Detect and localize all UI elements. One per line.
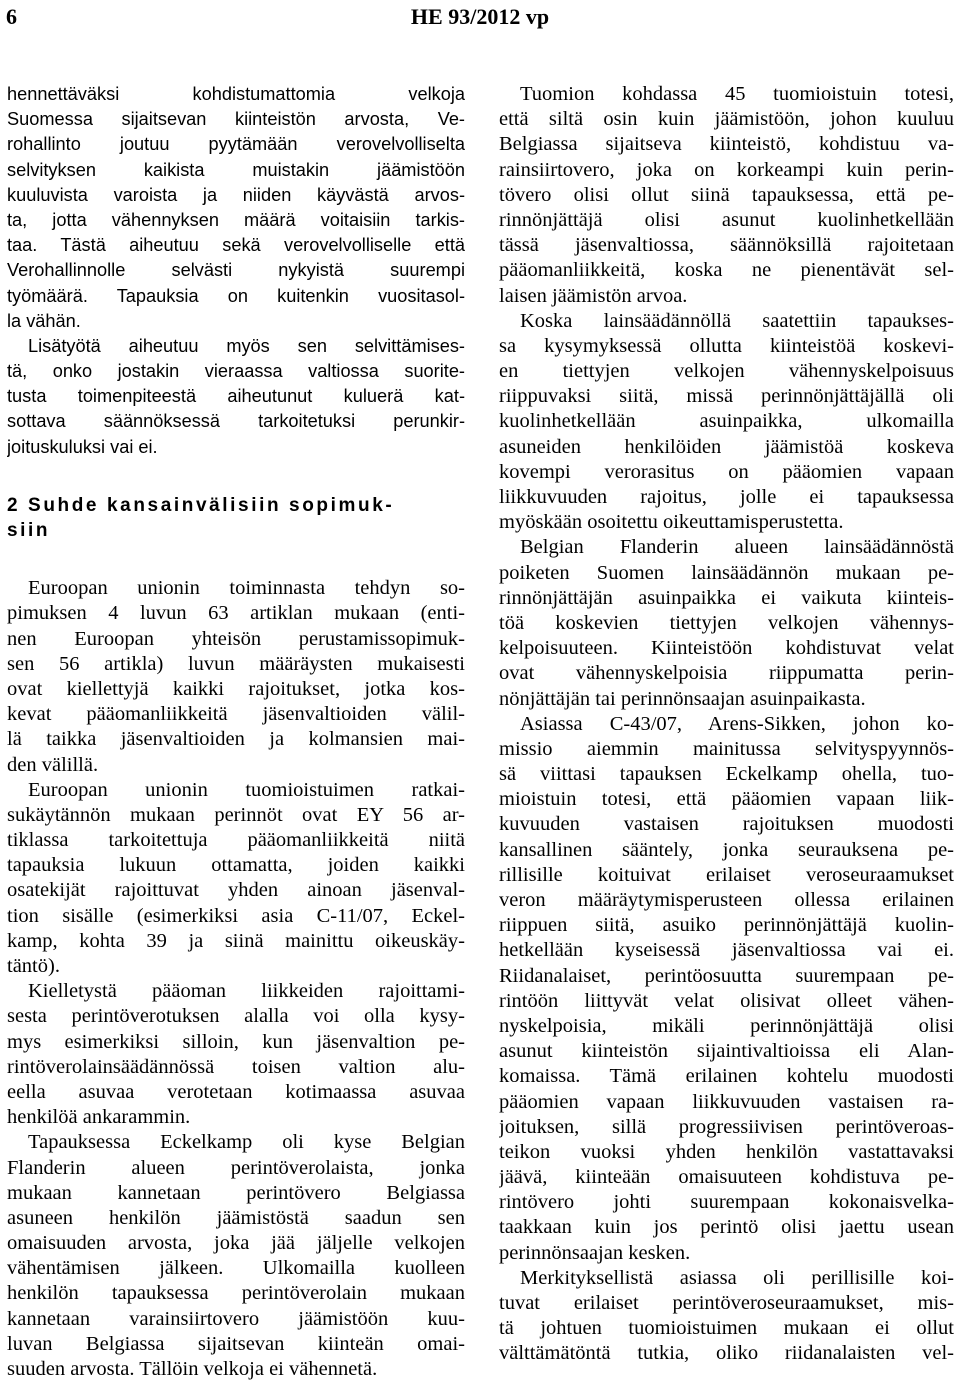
text-line: sesta perintöverotuksen alalla voi olla kysy- [7, 1005, 465, 1028]
text-line: hennettäväksi kohdistumattomia velkoja [7, 84, 465, 104]
text-line: kevat pääomanliikkeitä jäsenvaltioiden välil- [7, 703, 465, 726]
text-line: lä taikka jäsenvaltioiden ja kolmansien mai- [7, 728, 465, 751]
text-line: hetkellään kyseisessä jäsenvaltiossa vai ei. [499, 939, 954, 962]
section-heading-line: 2 Suhde kansainvälisiin sopimuk- [7, 494, 395, 516]
text-line: Tuomion kohdassa 45 tuomioistuin totesi, [520, 83, 954, 105]
text-line: luvan Belgiassa sijaitsevan kiinteän omai- [7, 1332, 465, 1355]
text-line: sukäytännön mukaan perinnöt ovat EY 56 ar- [7, 803, 465, 826]
text-line: jäävä, kiinteään omaisuuteen kohdistuva pe- [499, 1166, 954, 1189]
text-line: laisen jäämistön arvoa. [499, 284, 688, 307]
text-line: kansallinen sääntely, jonka seurauksena pe- [499, 838, 954, 861]
text-line: mys esimerkiksi silloin, kun jäsenvaltion pe- [7, 1030, 465, 1053]
text-line: Kielletystä pääoman liikkeiden rajoittami- [28, 980, 465, 1003]
text-line: rainsiirtovero, joka on korkeampi kuin perin- [499, 158, 954, 181]
text-line: asuneen henkilön jäämistöstä saadun sen [7, 1206, 465, 1229]
text-line: joituskuluksi vai ei. [7, 436, 158, 457]
text-line: rohallinto joutuu pyytämään verovelvolliselta [7, 134, 465, 155]
text-line: kuolinhetkellään asuinpaikka, ulkomailla [499, 410, 954, 433]
text-line: ovat vähennyskelpoisia riippumatta perin- [499, 662, 954, 685]
text-line: rintövero johti suurempaan kokonaisvelka- [499, 1191, 954, 1214]
text-line: vähentämisen jälkeen. Ulkomailla kuolleen [7, 1257, 465, 1280]
text-line: tion sisälle (esimerkiksi asia C-11/07, Eckel- [7, 904, 465, 927]
text-line: selvityksen kaikista muistakin jäämistöön [7, 159, 465, 180]
text-line: poiketen Suomen lainsäädännön mukaan pe- [499, 561, 954, 584]
text-line: taa. Tästä aiheutuu sekä verovelvolliselle että [7, 235, 465, 256]
text-line: riippuen siitä, asuiko perinnönjättäjä kuolin- [499, 914, 954, 937]
text-line: töä koskevien tiettyjen velkojen vähennys- [499, 611, 954, 634]
text-line: mukaan kannetaan perintövero Belgiassa [7, 1181, 465, 1204]
text-line: rillisille koituivat erilaiset veroseuraamukset [499, 863, 954, 886]
text-line: henkilöä ankarammin. [7, 1106, 191, 1129]
text-line: tusta toimenpiteestä aiheutunut kuluerä kat- [7, 386, 465, 407]
text-line: eella asuvaa verotetaan kotimaassa asuvaa [7, 1080, 465, 1103]
text-line: den välillä. [7, 753, 99, 776]
text-line: välttämätöntä tutkia, oliko riidanalaisten vel- [499, 1342, 954, 1365]
page-header [0, 0, 960, 40]
text-line: nönjättäjän tai perinnönsaajan asuinpaikasta. [499, 687, 866, 710]
text-line: kamp, kohta 39 ja siinä mainittu oikeuskäy- [7, 929, 465, 952]
text-line: osatekijät rajoittuvat yhden ainoan jäsenval- [7, 879, 465, 902]
text-line: rintöverolainsäädännössä toisen valtion alu- [7, 1055, 465, 1078]
spacer [7, 543, 465, 576]
section-heading-line: siin [7, 520, 51, 541]
text-line: Riidanalaiset, perintöosuutta suurempaan pe- [499, 964, 954, 987]
text-line: kuvuuden vastaisen rajoituksen muodosti [499, 813, 954, 836]
page-number: 6 [6, 4, 17, 29]
text-line: Tapauksessa Eckelkamp oli kyse Belgian [28, 1131, 465, 1154]
text-line: asuneiden henkilöiden jäämistöä koskeva [499, 435, 954, 458]
text-line: Koska lainsäädännöllä saatettiin tapaukses- [520, 309, 954, 332]
text-line: tä, onko jostakin vieraassa valtiossa suorite- [7, 361, 465, 382]
text-line: tapauksia lukuun ottamatta, joiden kaikki [7, 854, 465, 877]
text-line: Belgiassa sijaitseva kiinteistö, kohdistuu va- [499, 133, 954, 156]
text-line: perinnönsaajan kesken. [499, 1241, 691, 1264]
text-line: veron määräytymisperusteen ollessa erilainen [499, 889, 954, 911]
text-line: tiklassa tarkoitettuja pääomanliikkeitä niitä [7, 829, 465, 852]
text-line: rinnönjättäjä olisi asunut kuolinhetkellään [499, 208, 954, 231]
text-line: pääomanliikkeitä, koska ne pienentävät sel- [499, 259, 954, 282]
text-line: tuvat erilaiset perintöveroseuraamukset, mis- [499, 1292, 954, 1314]
text-line: kannetaan varainsiirtovero jäämistöön kuu- [7, 1307, 465, 1330]
text-line: la vähän. [7, 310, 81, 331]
text-line: riippuvaksi siitä, missä perinnönjättäjällä oli [499, 385, 954, 408]
text-line: rinnönjättäjän asuinpaikka ei vaikuta kiinteis- [499, 586, 954, 609]
text-line: Suomessa sijaitsevan kiinteistön arvosta, Ve- [7, 109, 465, 130]
text-line: missio aiemmin mainitussa selvityspyynnös- [499, 737, 954, 760]
text-line: Belgian Flanderin alueen lainsäädännöstä [520, 536, 954, 559]
text-line: komaissa. Tämä erilainen kohtelu muodosti [499, 1065, 954, 1088]
text-line: kelpoisuuteen. Kiinteistöön kohdistuvat velat [499, 637, 954, 660]
text-line: kuuluvista varoista ja niiden käyvästä arvos- [7, 184, 465, 205]
text-line: mioistuin totesi, että pääomien vapaan liik- [499, 788, 954, 811]
text-line: ta, jotta vähennyksen määrä voitaisiin tarkis- [7, 209, 465, 230]
text-line: rintöön liittyvät velat olisivat olleet vähen- [499, 989, 954, 1012]
text-line: tä johtuen tuomioistuimen mukaan ei ollut [499, 1317, 954, 1340]
text-line: Euroopan unionin toiminnasta tehdyn so- [28, 577, 465, 600]
text-line: täntö). [7, 955, 60, 977]
text-line: sottava säännöksessä tarkoitetuksi perunkir- [7, 411, 465, 432]
text-line: Verohallinnolle selvästi nykyistä suurempi [7, 260, 465, 281]
text-line: Euroopan unionin tuomioistuimen ratkai- [28, 778, 465, 801]
text-line: nyskelpoisia, mikäli perinnönjättäjä olisi [499, 1014, 954, 1037]
text-line: tövero olisi ollut siinä tapauksessa, että pe- [499, 183, 954, 206]
left-text-column [7, 82, 465, 1382]
text-line: en tiettyjen velkojen vähennyskelpoisuus [499, 360, 954, 383]
spacer [7, 460, 465, 493]
document-id: HE 93/2012 vp [410, 4, 550, 29]
text-line: henkilön tapauksessa perintöverolain mukaan [7, 1282, 465, 1305]
text-line: tässä jäsenvaltiossa, säännöksillä rajoitetaan [499, 234, 954, 257]
text-line: pimuksen 4 luvun 63 artiklan mukaan (enti- [7, 602, 465, 625]
text-line: teikon vuoksi yhden henkilön vastattavaksi [499, 1140, 954, 1163]
text-line: omaisuuden arvosta, joka jää jäljelle velkojen [7, 1232, 465, 1255]
text-line: kovempi verorasitus on pääomien vapaan [499, 460, 954, 483]
text-line: Flanderin alueen perintöverolaista, jonka [7, 1156, 465, 1179]
text-line: liikkuvuuden rajoitus, jolle ei tapauksessa [499, 486, 954, 508]
right-text-column [499, 82, 954, 1367]
text-line: sä viittasi tapauksen Eckelkamp ohella, tuo- [499, 763, 954, 786]
text-line: Asiassa C-43/07, Arens-Sikken, johon ko- [520, 712, 954, 735]
text-line: ovat kiellettyjä kaikki rajoitukset, jotka kos- [7, 677, 465, 700]
text-line: Lisätyötä aiheutuu myös sen selvittämises- [28, 335, 465, 356]
text-line: suuden arvosta. Tällöin velkoja ei vähennetä. [7, 1358, 378, 1380]
text-line: sa kysymyksessä ollutta kiinteistöä koskevi- [499, 334, 954, 357]
text-line: että siltä osin kuin jäämistöön, johon kuuluu [499, 108, 954, 131]
text-line: työmäärä. Tapauksia on kuitenkin vuositasol- [7, 285, 465, 306]
text-line: sen 56 artikla) luvun määräysten mukaisesti [7, 652, 465, 675]
text-line: pääomien vapaan liikkuvuuden vastaisen ra- [499, 1090, 954, 1113]
text-line: asunut kiinteistön sijaintivaltioissa eli Alan- [499, 1040, 954, 1063]
text-line: taakkaan kuin jos perintö olisi jaettu usean [499, 1216, 954, 1239]
text-line: nen Euroopan yhteisön perustamissopimuk- [7, 627, 465, 650]
text-line: Merkityksellistä asiassa oli perillisille koi- [520, 1266, 954, 1289]
text-line: myöskään osoitettu oikeuttamisperustetta. [499, 511, 844, 534]
text-line: joituksen, sillä progressiivisen perintöveroas- [499, 1115, 954, 1138]
